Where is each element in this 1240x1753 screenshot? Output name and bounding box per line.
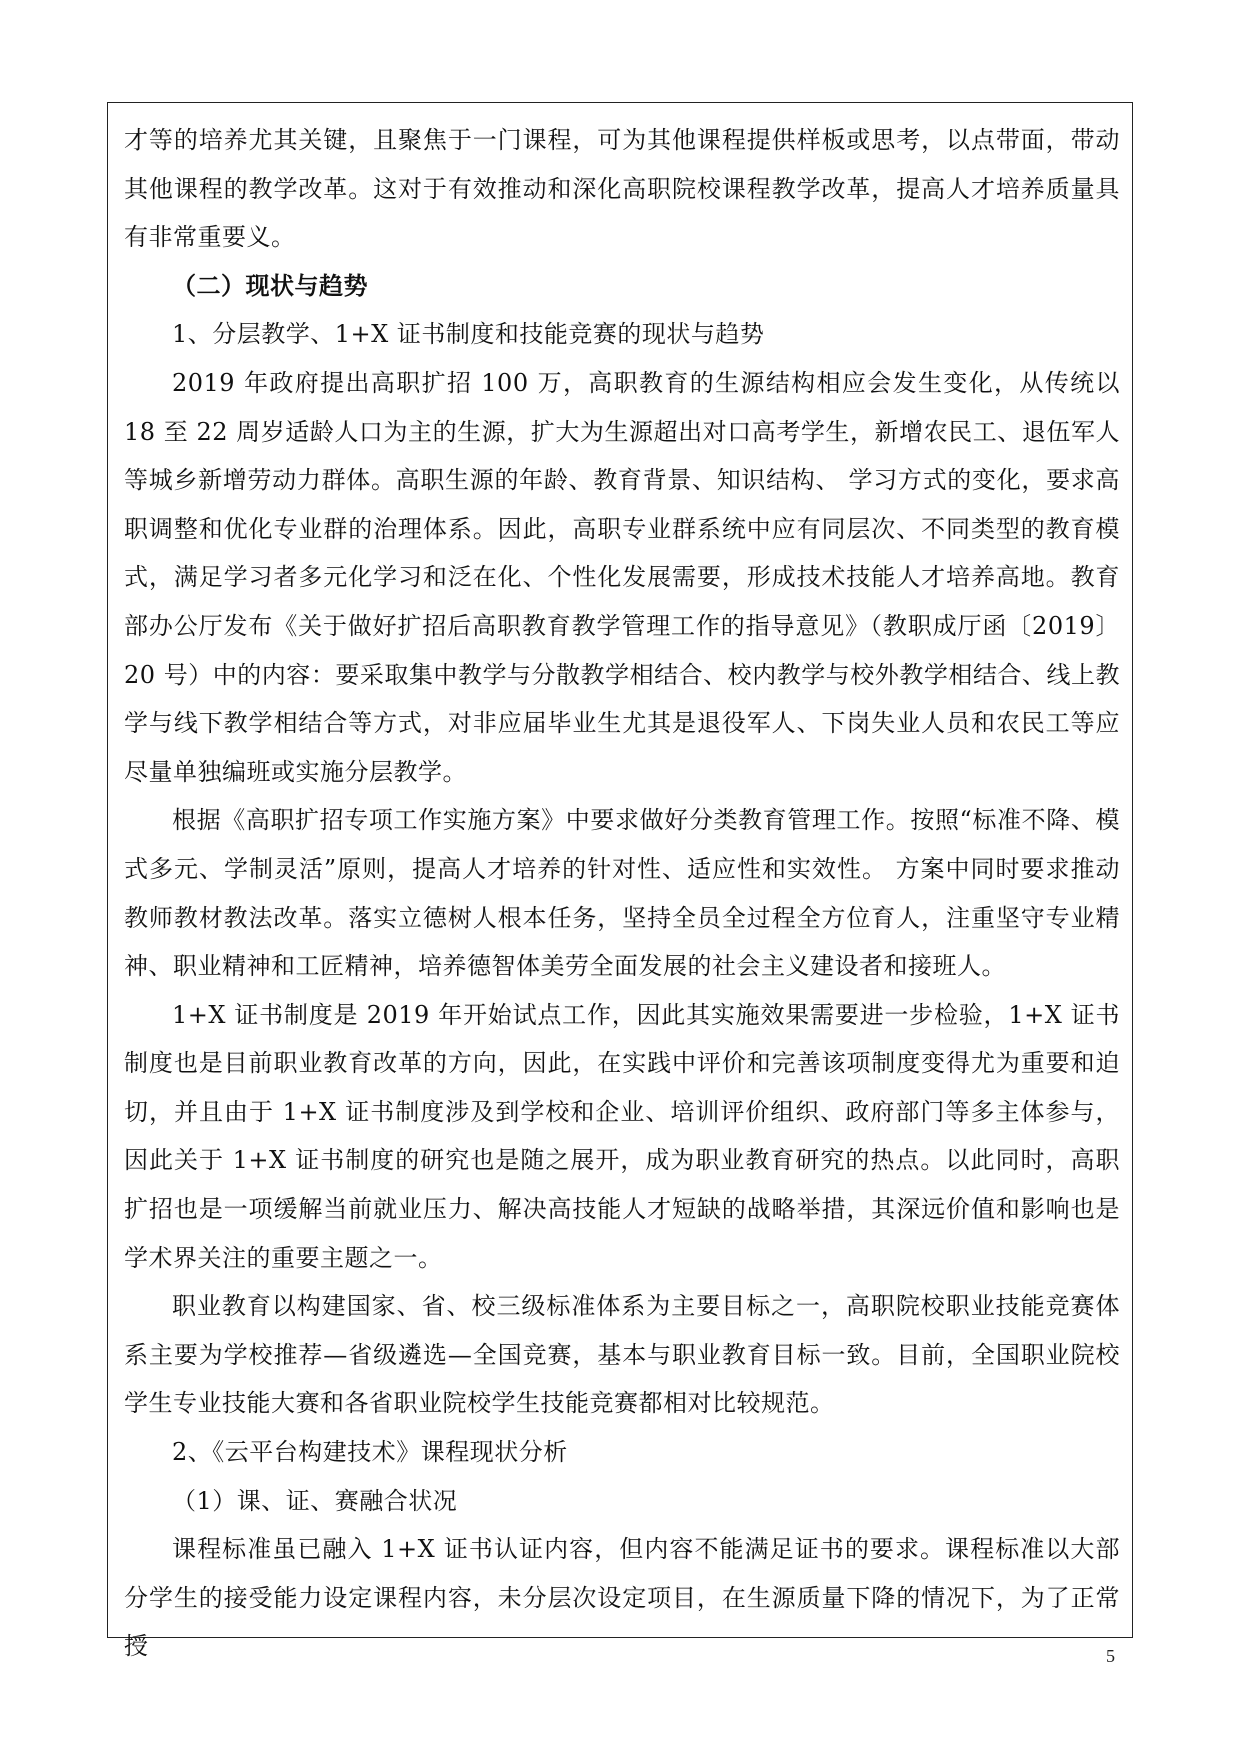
paragraph-1x-certificate: 1+X 证书制度是 2019 年开始试点工作，因此其实施效果需要进一步检验，1+X 证书制度也是目前职业教育改革的方向，因此，在实践中评价和完善该项制度变得尤为重要和迫切，并且由于 1+X 证书制度涉及到学校和企业、培训评价组织、政府部门等多主体参与，因此关于 1+X 证书制度的研究也是随之展开，成为职业教育研究的热点。以此同时，高职扩招也是一项缓解当前就业压力、解决高技能人才短缺的战略举措，其深远价值和影响也是学术界关注的重要主题之一。 [124,1000,1120,1272]
paragraph-continuation: 才等的培养尤其关键，且聚焦于一门课程，可为其他课程提供样板或思考，以点带面，带动其他课程的教学改革。这对于有效推动和深化高职院校课程教学改革，提高人才培养质量具有非常重要义。 [124,126,1120,252]
paragraph-course-standard: 课程标准虽已融入 1+X 证书认证内容，但内容不能满足证书的要求。课程标准以大部分学生的接受能力设定课程内容，未分层次设定项目，在生源质量下降的情况下，为了正常授 [124,1535,1120,1661]
section-heading-status-trends: （二）现状与趋势 [172,270,368,300]
page-number: 5 [1106,1646,1115,1666]
paragraph-expansion-plan: 根据《高职扩招专项工作实施方案》中要求做好分类教育管理工作。按照“标准不降、模式多元、学制灵活”原则，提高人才培养的针对性、适应性和实效性。 方案中同时要求推动教师教材教法改革。落实立德树人根本任务，坚持全员全过程全方位育人，注重坚守专业精神、职业精神和工匠精神，培养德智体美劳全面发展的社会主义建设者和接班人。 [124,806,1120,981]
paragraph-enrollment-expansion: 2019 年政府提出高职扩招 100 万，高职教育的生源结构相应会发生变化，从传统以 18 至 22 周岁适龄人口为主的生源，扩大为生源超出对口高考学生，新增农民工、退伍军人等城乡新增劳动力群体。高职生源的年龄、教育背景、知识结构、 学习方式的变化，要求高职调整和优化专业群的治理体系。因此，高职专业群系统中应有同层次、不同类型的教育模式，满足学习者多元化学习和泛在化、个性化发展需要，形成技术技能人才培养高地。教育部办公厅发布《关于做好扩招后高职教育教学管理工作的指导意见》（教职成厅函〔2019〕20 号）中的内容：要采取集中教学与分散教学相结合、校内教学与校外教学相结合、线上教学与线下教学相结合等方式，对非应届毕业生尤其是退役军人、下岗失业人员和农民工等应尽量单独编班或实施分层教学。 [124,368,1120,786]
subheading-tiered-teaching: 1、分层教学、1+X 证书制度和技能竞赛的现状与趋势 [172,320,765,349]
document-body [124,116,1120,1671]
paragraph-skills-competition: 职业教育以构建国家、省、校三级标准体系为主要目标之一，高职院校职业技能竞赛体系主要为学校推荐—省级遴选—全国竞赛，基本与职业教育目标一致。目前，全国职业院校学生专业技能大赛和各省职业院校学生技能竞赛都相对比较规范。 [124,1292,1120,1418]
subheading-integration-status: （1）课、证、赛融合状况 [172,1486,458,1515]
subheading-course-status: 2、《云平台构建技术》课程现状分析 [172,1438,568,1467]
